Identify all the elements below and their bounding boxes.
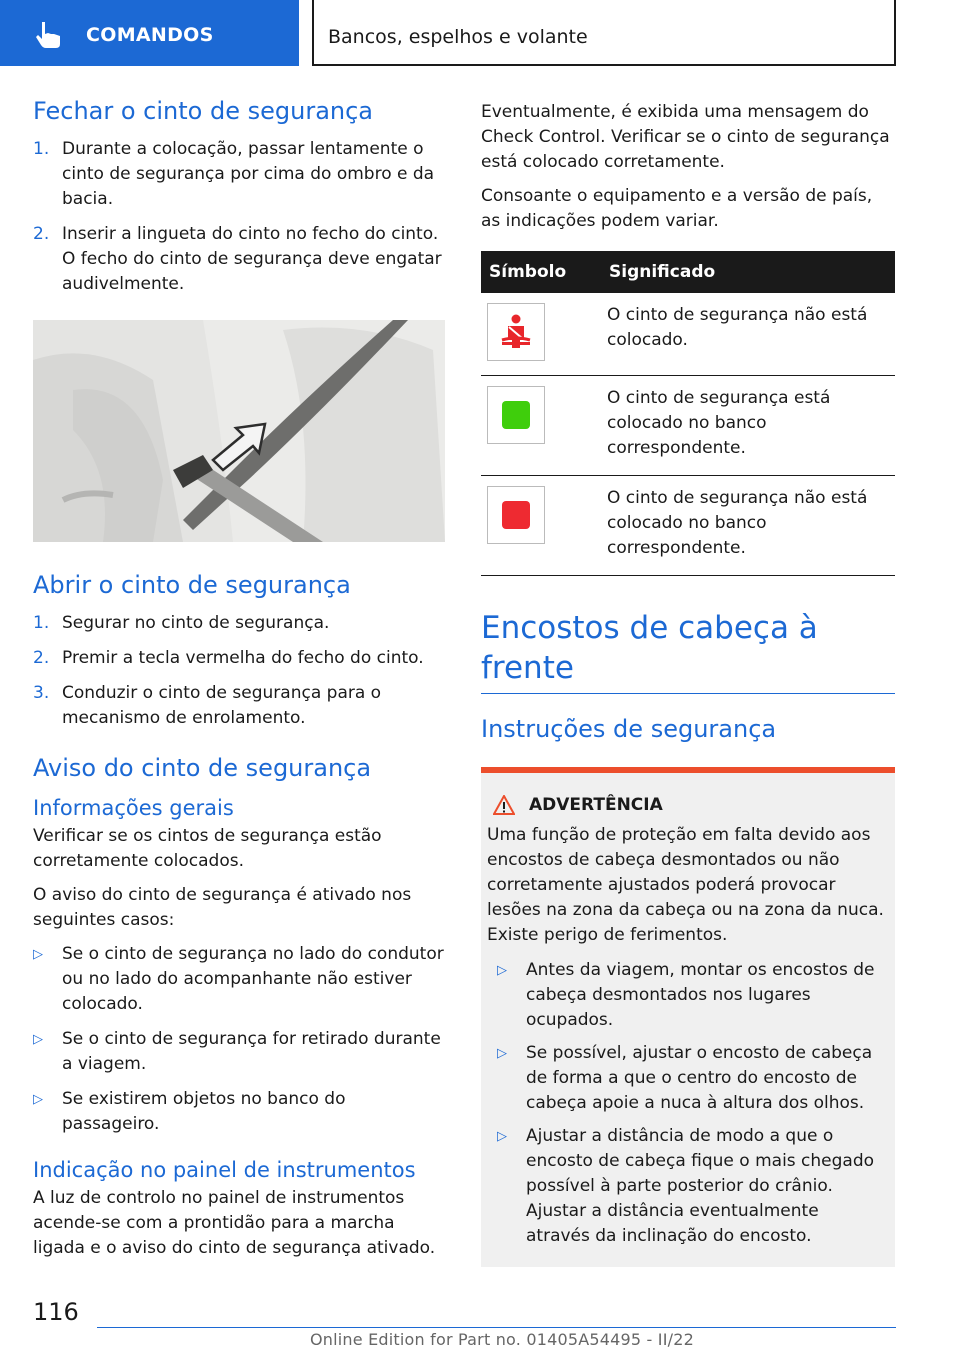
warning-text: Uma função de proteção em falta devido aos encostos de cabeça desmontados ou não corretamente ajustados poderá provocar lesões na zona da cabeça ou na zona da nuca. Existe perigo de ferimentos. [487, 824, 884, 945]
reminder-para-1: Verificar se os cintos de segurança estão corretamente colocados. [33, 825, 382, 871]
warning-box [481, 767, 895, 1267]
list-item: 1. Durante a colocação, passar lentamente o cinto de segurança por cima do ombro e da bacia. [33, 139, 435, 210]
table-row [481, 476, 895, 576]
section-label: COMANDOS [86, 24, 214, 46]
page-number: 116 [33, 1298, 79, 1326]
general-info-heading: Informações gerais [33, 795, 234, 820]
meaning-cell: O cinto de segurança não está colocado no banco correspondente. [601, 476, 895, 576]
warning-label: ADVERTÊNCIA [529, 794, 663, 815]
heading-rule [481, 693, 895, 694]
warning-triangle-icon [493, 795, 515, 815]
list-item: 3. Conduzir o cinto de segurança para o mecanismo de enrolamento. [33, 683, 382, 729]
instrument-text: A luz de controlo no painel de instrumentos acende-se com a prontidão para a marcha ligada e o aviso do cinto de segurança ativado. [33, 1188, 436, 1259]
symbol-box [487, 386, 545, 444]
open-heading: Abrir o cinto de segurança [33, 571, 351, 600]
instrument-heading: Indicação no painel de instrumentos [33, 1157, 416, 1182]
triangle-bullet-icon: ▷ [33, 1031, 43, 1047]
open-steps [33, 611, 445, 731]
symbol-table [481, 251, 895, 576]
header-section-tab [0, 0, 299, 66]
reminder-bullets [33, 942, 445, 1137]
meaning-cell: O cinto de segurança não está colocado. [601, 293, 895, 376]
list-item: 2. Premir a tecla vermelha do fecho do cinto. [33, 648, 424, 669]
list-item: ▷ Antes da viagem, montar os encostos de cabeça desmontados nos lugares ocupados. [497, 958, 887, 1033]
green-square-icon [502, 401, 530, 429]
triangle-bullet-icon: ▷ [497, 1128, 507, 1144]
triangle-bullet-icon: ▷ [33, 1091, 43, 1107]
list-item: ▷ Se possível, ajustar o encosto de cabeça de forma a que o centro do encosto de cabeça apoie a nuca à altura dos olhos. [497, 1041, 887, 1116]
variation-para: Consoante o equipamento e a versão de país, as indicações podem variar. [481, 186, 873, 231]
hand-pointer-icon [32, 20, 66, 50]
list-item: ▷ Ajustar a distância de modo a que o encosto de cabeça fique o mais chegado possível à parte posterior do crânio. Ajustar a distância eventualmente através da inclinação do encosto. [497, 1124, 887, 1249]
chapter-title: Bancos, espelhos e volante [328, 26, 588, 48]
fasten-heading: Fechar o cinto de segurança [33, 97, 374, 125]
list-item: 2. Inserir a lingueta do cinto no fecho do cinto. O fecho do cinto de segurança deve engatar audivelmente. [33, 224, 442, 295]
red-square-icon [502, 501, 530, 529]
list-item: ▷ Se o cinto de segurança for retirado durante a viagem. [33, 1027, 445, 1077]
reminder-heading: Aviso do cinto de segurança [33, 754, 372, 783]
headrest-heading: Encostos de cabeça à frente [481, 610, 818, 687]
header-chapter-box [312, 0, 896, 66]
meaning-cell: O cinto de segurança está colocado no banco correspondente. [601, 376, 895, 476]
fasten-steps [33, 137, 445, 297]
seat-image [33, 320, 445, 542]
list-item: ▷ Se o cinto de segurança no lado do condutor ou no lado do acompanhante não estiver colocado. [33, 942, 445, 1017]
seatbelt-illustration [33, 320, 445, 542]
right-column [481, 100, 895, 1267]
check-control-para: Eventualmente, é exibida uma mensagem do Check Control. Verificar se o cinto de segurança está colocado corretamente. [481, 102, 890, 172]
list-item: 1. Segurar no cinto de segurança. [33, 613, 330, 634]
triangle-bullet-icon: ▷ [497, 962, 507, 978]
left-column [33, 96, 445, 1261]
footer-rule [97, 1327, 896, 1328]
col-symbol-header: Símbolo [481, 251, 601, 293]
triangle-bullet-icon: ▷ [497, 1045, 507, 1061]
symbol-box [487, 486, 545, 544]
seatbelt-warning-icon [496, 312, 536, 352]
warning-header [487, 795, 887, 815]
reminder-para-2: O aviso do cinto de segurança é ativado nos seguintes casos: [33, 884, 412, 930]
triangle-bullet-icon: ▷ [33, 946, 43, 962]
table-row [481, 293, 895, 376]
symbol-box [487, 303, 545, 361]
list-item: ▷ Se existirem objetos no banco do passageiro. [33, 1087, 445, 1137]
table-row [481, 376, 895, 476]
warning-bullets [487, 958, 887, 1249]
safety-heading: Instruções de segurança [481, 714, 777, 743]
col-meaning-header: Significado [601, 251, 895, 293]
edition-text: Online Edition for Part no. 01405A54495 - II/22 [310, 1330, 694, 1349]
